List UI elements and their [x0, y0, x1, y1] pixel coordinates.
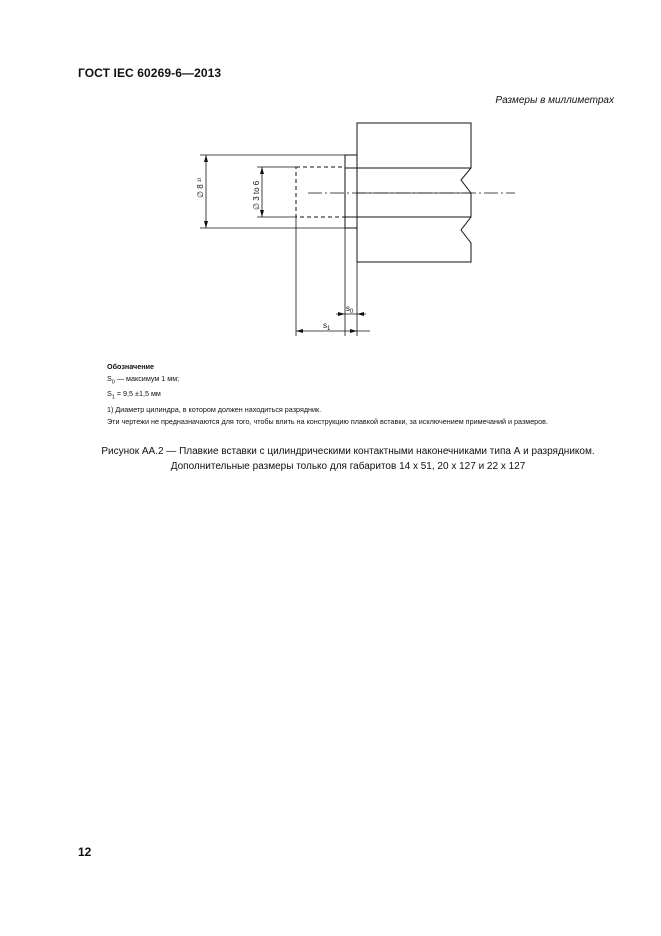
arrester-cylinder [296, 167, 345, 217]
page-number: 12 [78, 845, 92, 859]
units-note: Размеры в миллиметрах [495, 95, 614, 106]
legend [107, 361, 617, 427]
dim-label-s0: $s_0$ [346, 304, 354, 315]
technical-drawing [0, 0, 661, 360]
figure-caption [78, 444, 618, 474]
document-header: ГОСТ IEC 60269-6—2013 [78, 66, 222, 80]
caption-line-1: Рисунок АА.2 — Плавкие вставки с цилиндрическими контактными наконечниками типа А и разрядником. [101, 446, 595, 457]
dim-label-outer: ∅ 8 ¹⁾ [196, 177, 205, 198]
legend-s0: $S_0$ — максимум 1 мм; [107, 373, 180, 385]
dim-label-inner: ∅ 3 to 6 [252, 180, 261, 210]
legend-title: Обозначение [107, 362, 154, 371]
dim-label-s1: $s_1$ [323, 321, 331, 332]
legend-s1: $S_1 = 9,5 \pm 1,5$ мм [107, 389, 161, 401]
legend-footnote: 1) Диаметр цилиндра, в котором должен находиться разрядник. [107, 405, 322, 415]
fuse-body-outline [357, 123, 471, 262]
legend-notice: Эти чертежи не предназначаются для того, чтобы влить на конструкцию плавкой вставки, за исключением примечаний и размеров. [107, 416, 548, 426]
caption-line-2: Дополнительные размеры только для габаритов 14 x 51, 20 x 127 и 22 x 127 [170, 461, 526, 472]
